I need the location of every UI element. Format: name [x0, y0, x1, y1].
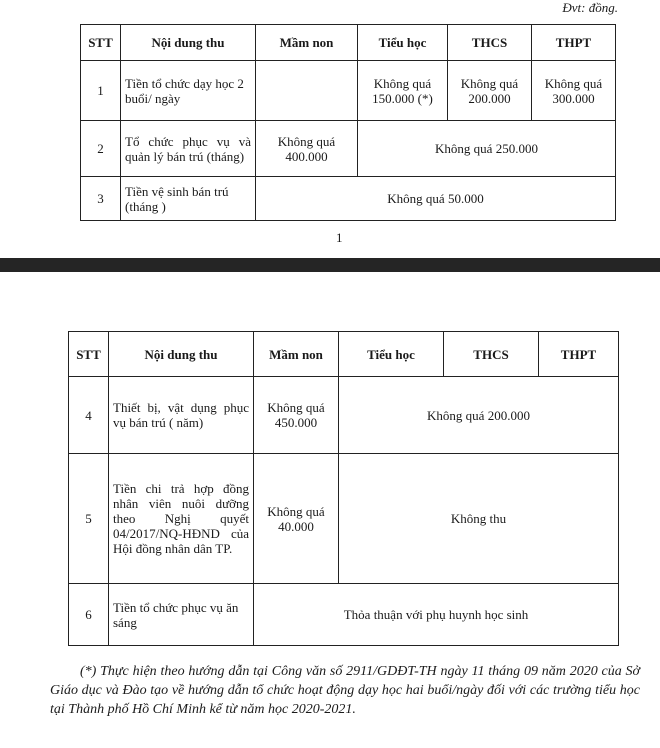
header-primary: Tiểu học: [358, 25, 448, 61]
header-content: Nội dung thu: [109, 332, 254, 377]
table-row: [69, 454, 619, 584]
header-thcs: THCS: [448, 25, 532, 61]
row-merged-value: Không thu: [339, 454, 619, 584]
row-preschool: [256, 61, 358, 121]
header-thcs: THCS: [444, 332, 539, 377]
row-preschool: Không quá 400.000: [256, 121, 358, 177]
row-content: Thiết bị, vật dụng phục vụ bán trú ( năm): [109, 377, 254, 454]
row-stt: 2: [81, 121, 121, 177]
row-content: Tiền vệ sinh bán trú (tháng ): [121, 177, 256, 221]
row-merged-value: Không quá 250.000: [358, 121, 616, 177]
row-content: Tiền chi trả hợp đồng nhân viên nuôi dưỡng theo Nghị quyết 04/2017/NQ-HĐND của Hội đồng nhân dân TP.: [109, 454, 254, 584]
row-merged-value: Không quá 200.000: [339, 377, 619, 454]
row-stt: 4: [69, 377, 109, 454]
header-stt: STT: [81, 25, 121, 61]
row-content: Tiền tổ chức phục vụ ăn sáng: [109, 584, 254, 646]
row-stt: 6: [69, 584, 109, 646]
table-row: [81, 61, 616, 121]
table-header-row: [69, 332, 619, 377]
row-content: Tổ chức phục vụ và quản lý bán trú (tháng): [121, 121, 256, 177]
row-thcs: Không quá 200.000: [448, 61, 532, 121]
footnote: (*) Thực hiện theo hướng dẫn tại Công văn số 2911/GDĐT-TH ngày 11 tháng 09 năm 2020 của Sở Giáo dục và Đào tạo về hướng dẫn tổ chức hoạt động dạy học hai buổi/ngày đối với các trường tiểu học tại Thành phố Hồ Chí Minh kể từ năm học 2020-2021.: [50, 664, 640, 717]
row-merged-value: Không quá 50.000: [256, 177, 616, 221]
header-preschool: Mầm non: [256, 25, 358, 61]
header-preschool: Mầm non: [254, 332, 339, 377]
table-row: [69, 584, 619, 646]
table-row: [81, 121, 616, 177]
header-primary: Tiểu học: [339, 332, 444, 377]
table-header-row: [81, 25, 616, 61]
header-thpt: THPT: [539, 332, 619, 377]
table-row: [69, 377, 619, 454]
header-content: Nội dung thu: [121, 25, 256, 61]
unit-label: Đvt: đồng.: [562, 0, 618, 15]
page-divider: [0, 258, 660, 272]
row-stt: 3: [81, 177, 121, 221]
fee-table-page-1: [80, 24, 616, 221]
row-content: Tiền tổ chức dạy học 2 buổi/ ngày: [121, 61, 256, 121]
row-thpt: Không quá 300.000: [532, 61, 616, 121]
fee-table-page-2: [68, 331, 619, 646]
row-preschool: Không quá 40.000: [254, 454, 339, 584]
row-merged-value: Thỏa thuận với phụ huynh học sinh: [254, 584, 619, 646]
row-stt: 5: [69, 454, 109, 584]
row-stt: 1: [81, 61, 121, 121]
header-thpt: THPT: [532, 25, 616, 61]
page-number: 1: [336, 230, 343, 245]
row-preschool: Không quá 450.000: [254, 377, 339, 454]
header-stt: STT: [69, 332, 109, 377]
row-primary: Không quá 150.000 (*): [358, 61, 448, 121]
table-row: [81, 177, 616, 221]
